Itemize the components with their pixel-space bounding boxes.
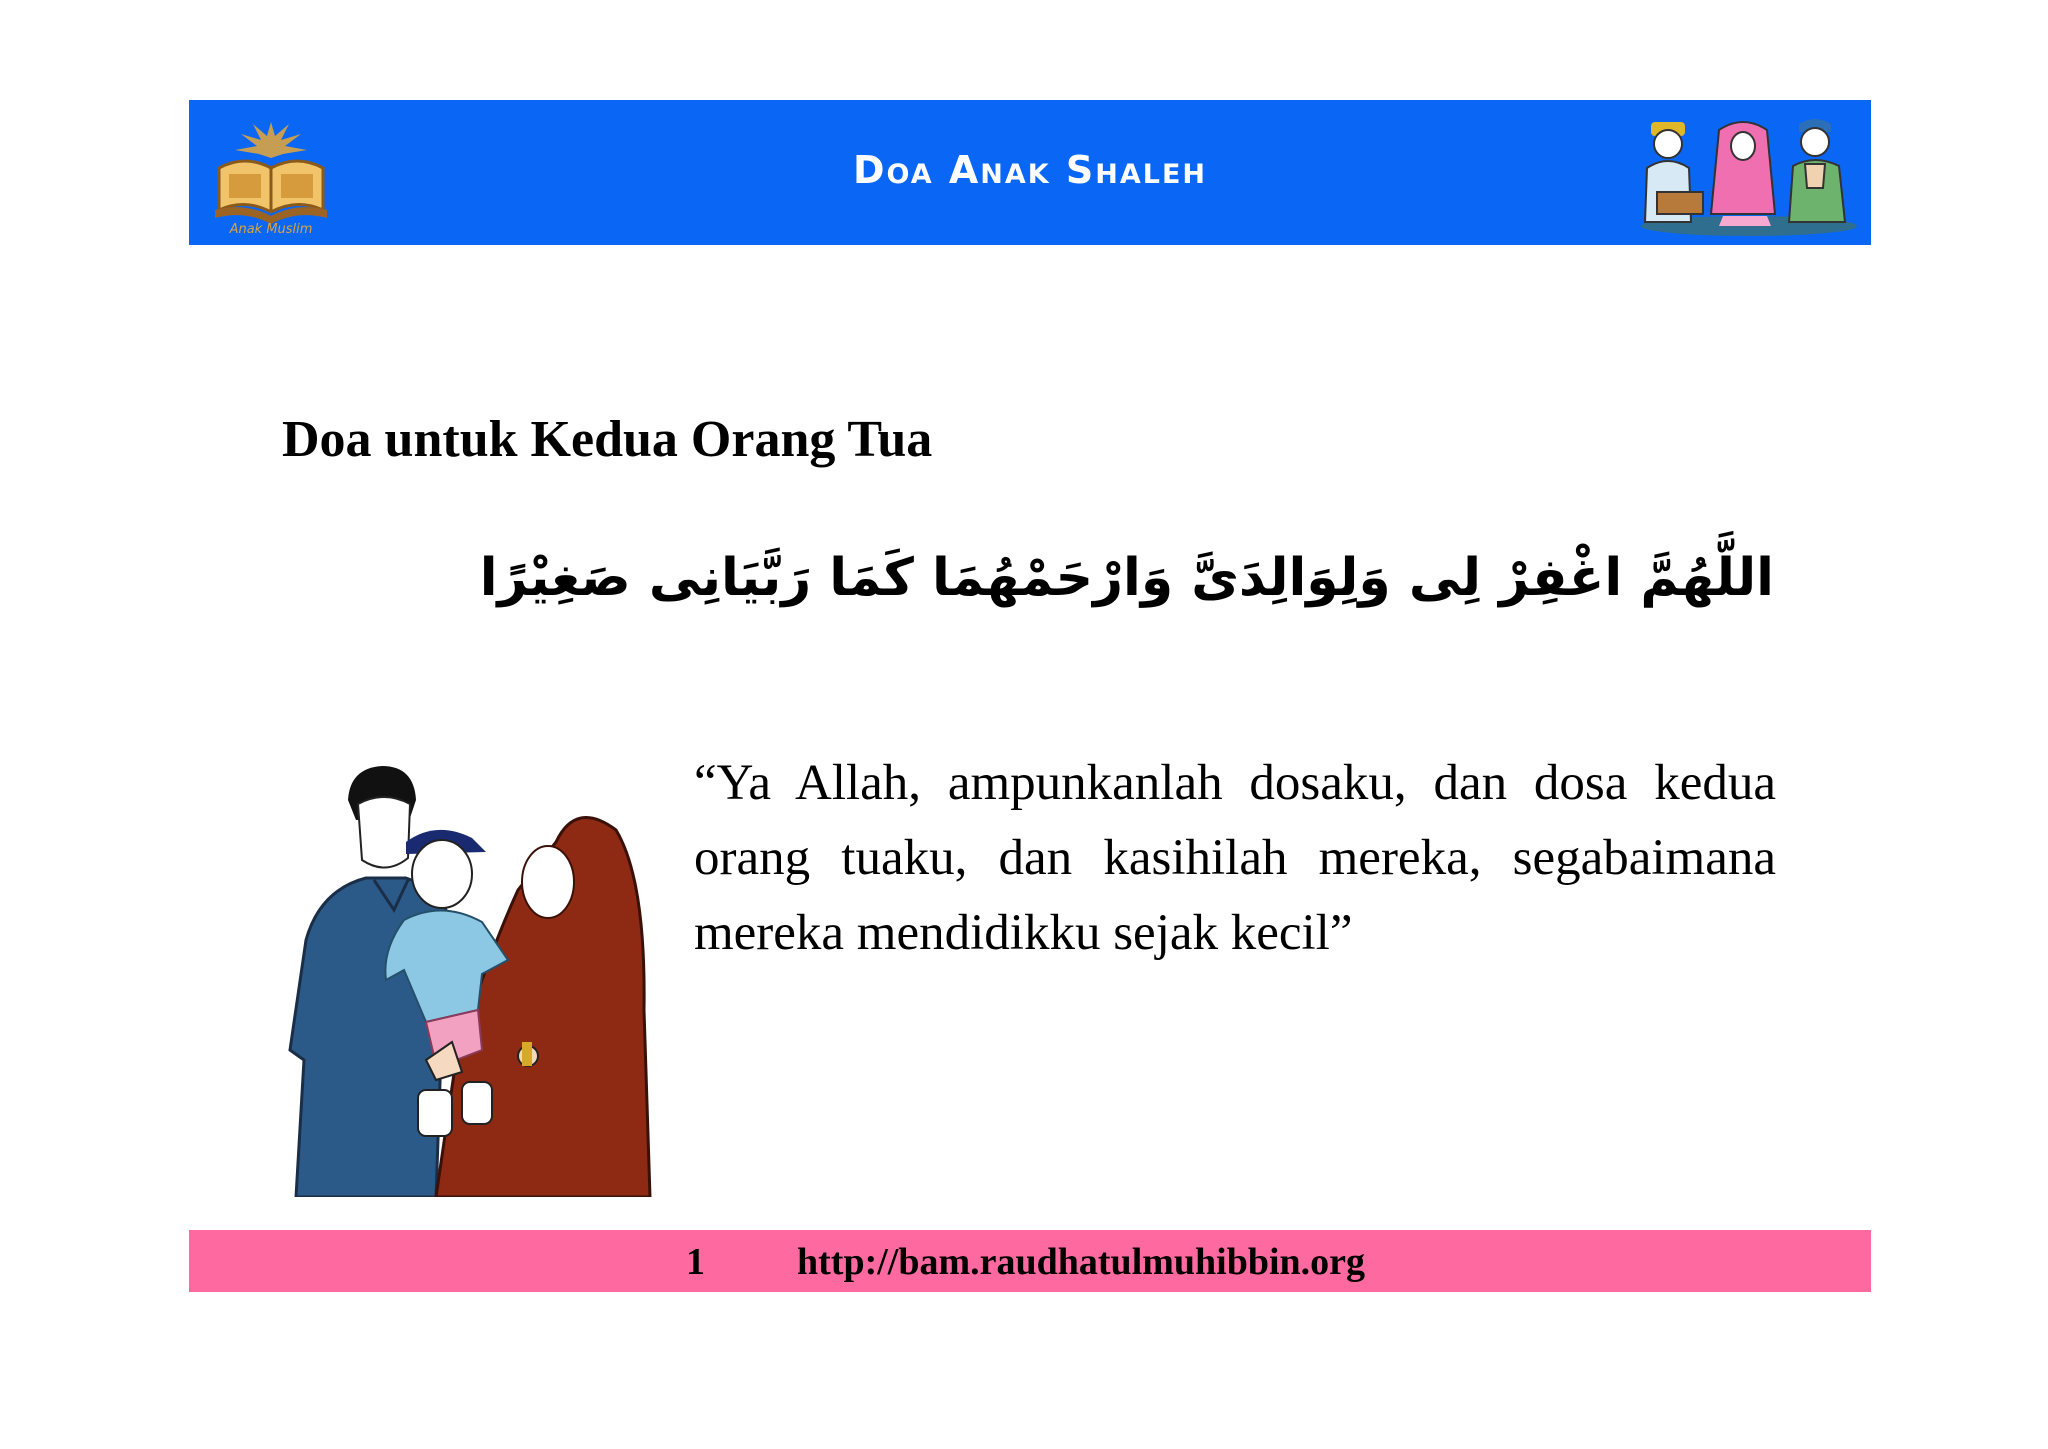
arabic-prayer-text: اللَّهُمَّ اغْفِرْ لِى وَلِوَالِدَىَّ وَارْحَمْهُمَا كَمَا رَبَّيَانِى صَغِيْرًا [479, 548, 1774, 608]
page-title: Doa untuk Kedua Orang Tua [282, 411, 933, 468]
translation-text: “Ya Allah, ampunkanlah dosaku, dan dosa kedua orang tuaku, dan kasihilah mereka, segabaimana mereka mendidikku sejak kecil” [694, 755, 1776, 961]
praying-children-illustration [1639, 118, 1859, 236]
footer-url-link[interactable]: http://bam.raudhatulmuhibbin.org [797, 1241, 1366, 1283]
page-number: 1 [686, 1241, 705, 1283]
header-banner [189, 100, 1871, 245]
family-illustration [286, 760, 686, 1197]
logo-text: Anak Muslim [229, 222, 313, 235]
header-title: Doa Anak Shaleh [852, 148, 1208, 192]
footer-bar [189, 1230, 1871, 1292]
